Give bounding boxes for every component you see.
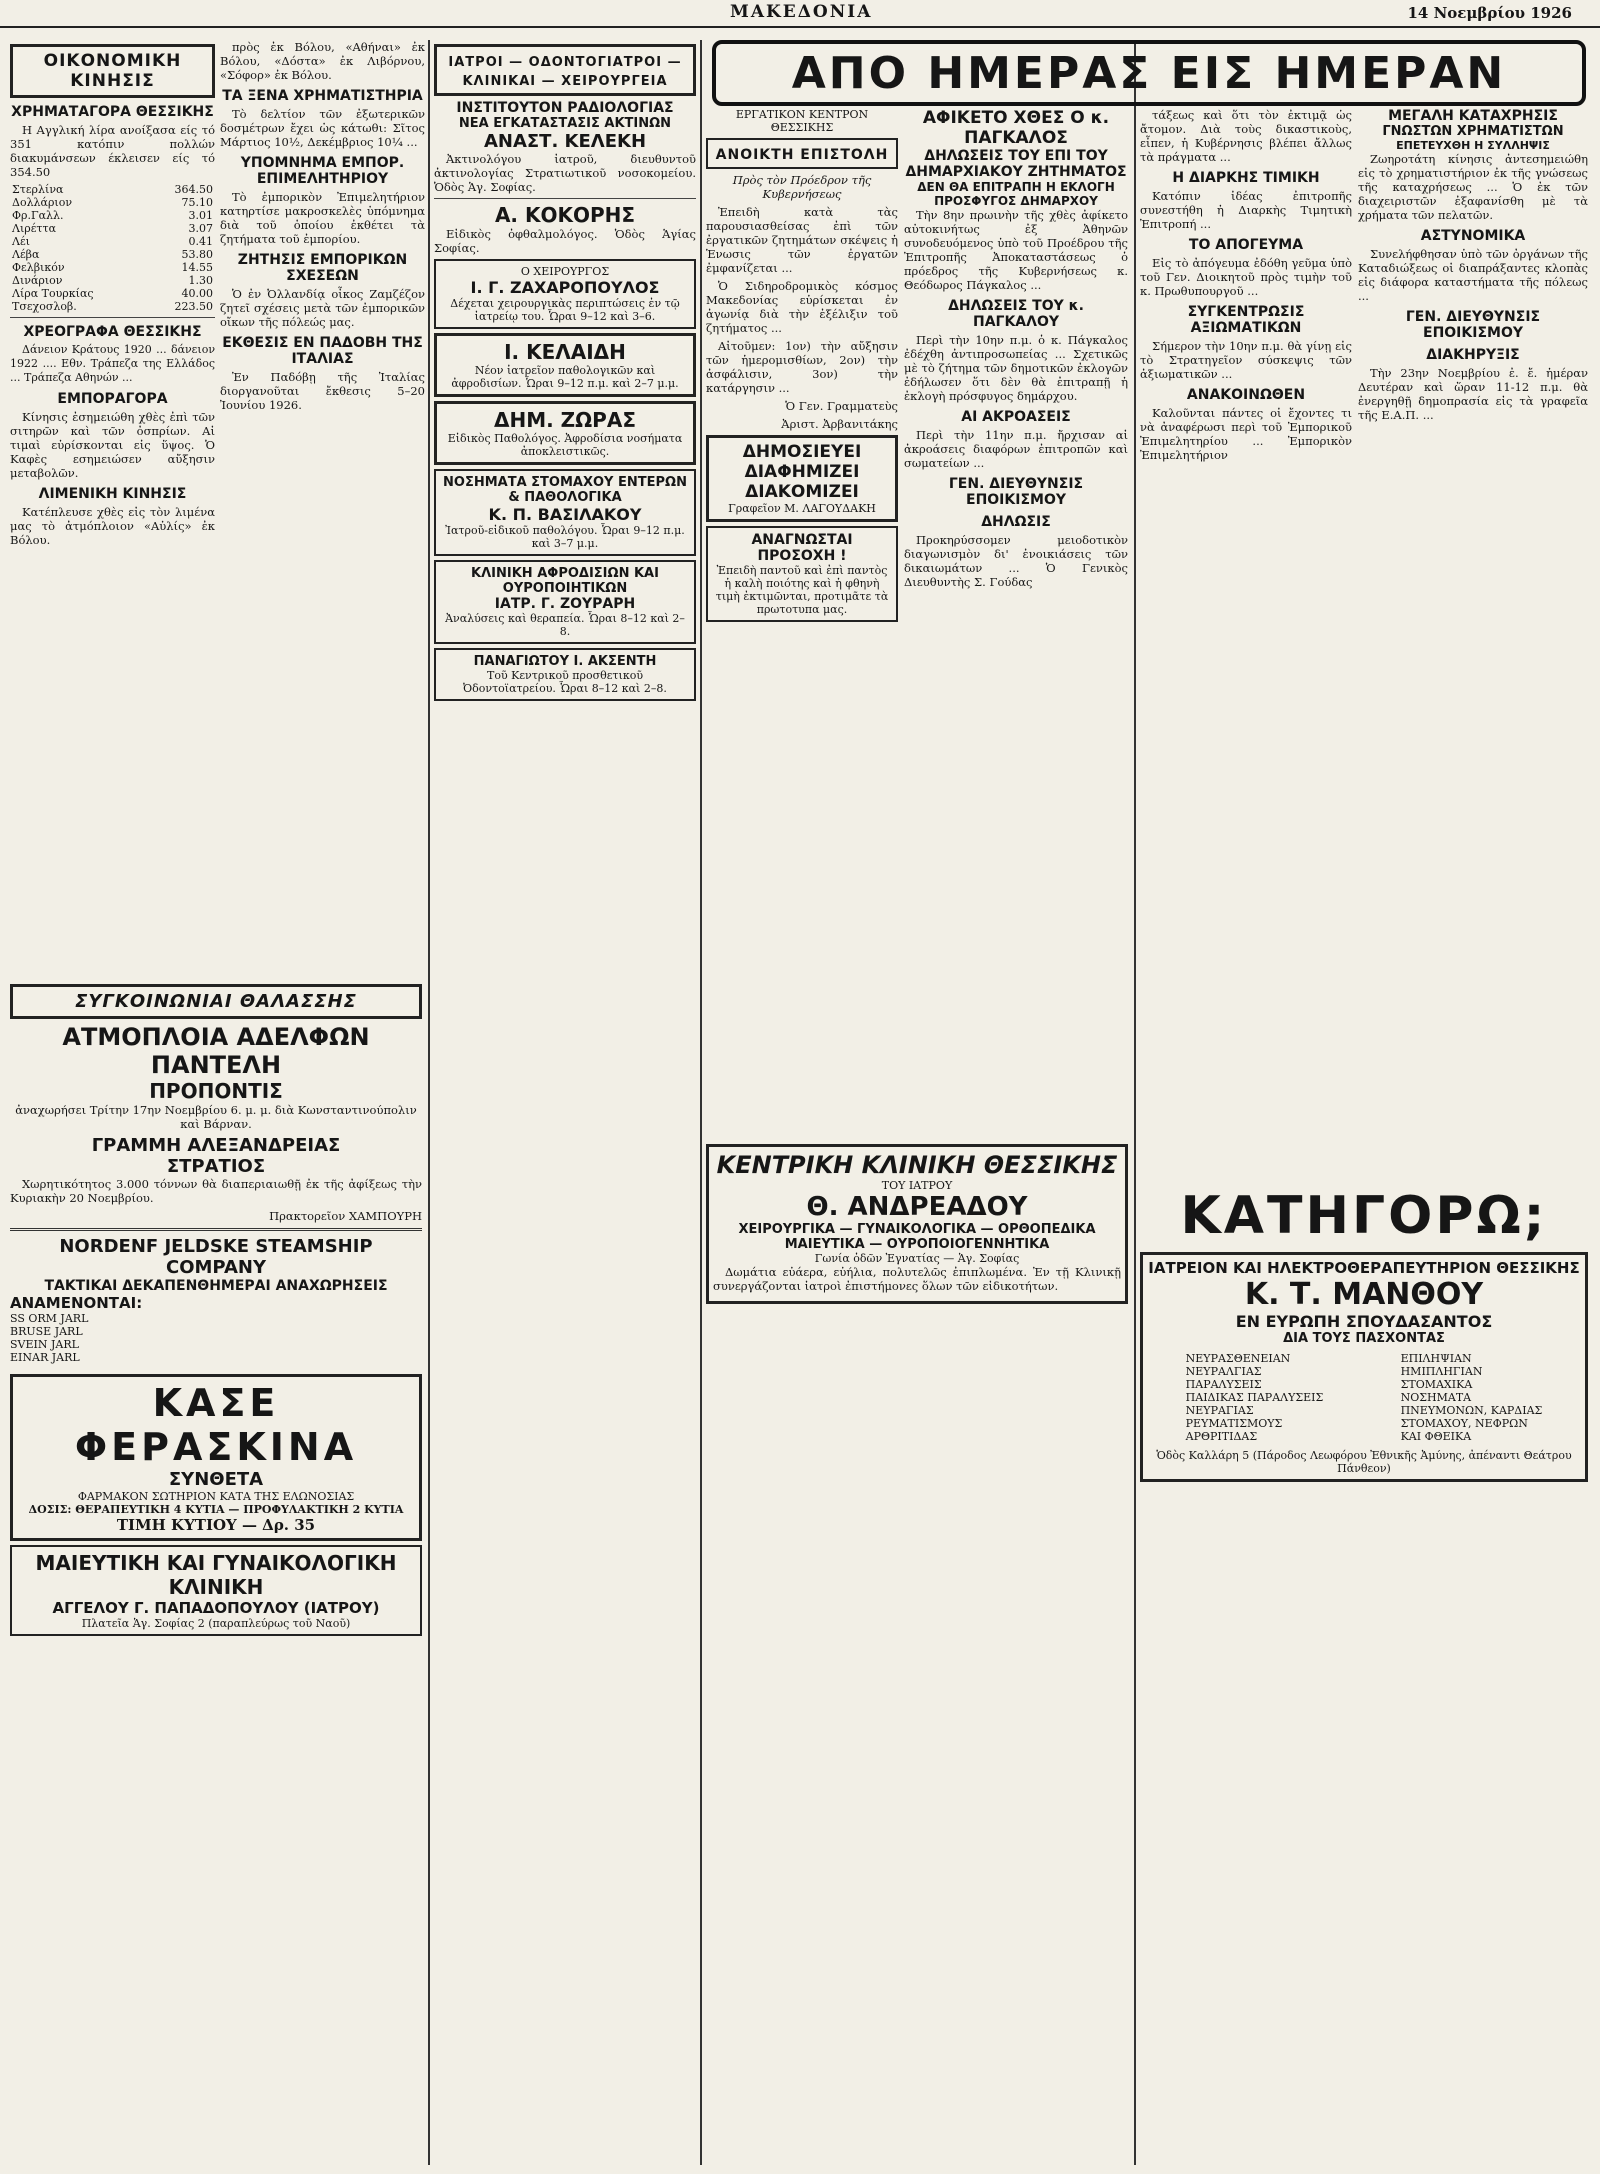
rate-row	[10, 183, 215, 196]
ship-name: SS ORM JARL	[10, 1312, 89, 1325]
zacharopoulos-ad: Ο ΧΕΙΡΟΥΡΓΟΣ Ι. Γ. ΖΑΧΑΡΟΠΟΥΛΟΣ Δέχεται χειρουργικὰς περιπτώσεις ἐν τῷ ἰατρείῳ του. Ὧραι 9–12 καὶ 3–6.	[434, 259, 696, 329]
economy-header: ΟΙΚΟΝΟΜΙΚΗ ΚΙΝΗΣΙΣ	[10, 44, 215, 98]
rate-value: 223.50	[174, 300, 213, 313]
letter-sub: Πρὸς τὸν Πρόεδρον τῆς Κυβερνήσεως	[732, 173, 872, 201]
rate-value: 0.41	[188, 235, 213, 248]
expo-title: ΕΚΘΕΣΙΣ ΕΝ ΠΑΔΟΒΗ ΤΗΣ ΙΤΑΛΙΑΣ	[222, 335, 423, 367]
pantelis-ship: ΠΡΟΠΟΝΤΙΣ	[149, 1079, 283, 1103]
pangalos-text-2: Περὶ τὴν 10ην π.μ. ὁ κ. Πάγκαλος ἐδέχθη ἀντιπροσωπείας ... Σχετικῶς μὲ τὸ ζήτημα τῶν δημοτικῶν ἐκλογῶν ἐδήλωσεν ὅτι δὲν θὰ ἐπιτραπῇ ἡ ἐκλογὴ πρόσφυγος δημάρχου.	[904, 333, 1128, 403]
rate-name: Δινάριον	[12, 274, 63, 287]
rate-row	[10, 222, 215, 235]
alexandria-title: ΓΡΑΜΜΗ ΑΛΕΞΑΝΔΡΕΙΑΣ	[91, 1135, 341, 1156]
doctors-header: ΙΑΤΡΟΙ — ΟΔΟΝΤΟΓΙΑΤΡΟΙ — ΚΛΙΝΙΚΑΙ — ΧΕΙΡΟΥΡΓΕΙΑ	[434, 44, 696, 96]
chamber-title: ΥΠΟΜΝΗΜΑ ΕΜΠΟΡ. ΕΠΙΜΕΛΗΤΗΡΙΟΥ	[240, 155, 405, 187]
ship-name: EINAR JARL	[10, 1351, 80, 1364]
rate-row	[10, 248, 215, 261]
disease-item: ΡΕΥΜΑΤΙΣΜΟΥΣ	[1185, 1417, 1283, 1430]
nordenf-expect: ΑΝΑΜΕΝΟΝΤΑΙ:	[10, 1294, 143, 1312]
honour-text: Κατόπιν ἰδέας ἐπιτροπῆς συνεστήθη ἡ Διαρκὴς Τιμητικὴ Ἐπιτροπή ...	[1140, 189, 1352, 231]
kokoris-title: Α. ΚΟΚΟΡΗΣ	[494, 203, 636, 227]
column-doctors	[434, 40, 696, 2165]
radiology-doctor: ΑΝΑΣΤ. ΚΕΛΕΚΗ	[483, 131, 647, 152]
honour-title: Η ΔΙΑΡΚΗΣ ΤΙΜΙΚΗ	[1172, 170, 1320, 186]
disease-list	[1401, 1352, 1543, 1443]
disease-item: ΠΝΕΥΜΟΝΩΝ, ΚΑΡΔΙΑΣ	[1400, 1404, 1543, 1417]
rate-row	[10, 261, 215, 274]
settlement-sub: ΔΗΛΩΣΙΣ	[981, 514, 1051, 530]
embezzlement-text: Ζωηροτάτη κίνησις ἀντεσημειώθη εἰς τὸ χρηματιστήριον ἐκ τῆς γνώσεως τῆς καταχρήσεως ... Ὁ ἐκ τῶν διαχειριστῶν ἐξαφανίσθη μὲ τὰ χρήματα τῶν πελατῶν.	[1358, 152, 1588, 222]
zourari-ad: ΚΛΙΝΙΚΗ ΑΦΡΟΔΙΣΙΩΝ ΚΑΙ ΟΥΡΟΠΟΙΗΤΙΚΩΝ ΙΑΤΡ. Γ. ΖΟΥΡΑΡΗ Ἀναλύσεις καὶ θεραπεία. Ὧραι 8–12 καὶ 2–8.	[434, 560, 696, 644]
vasilakou-ad: ΝΟΣΗΜΑΤΑ ΣΤΟΜΑΧΟΥ ΕΝΤΕΡΩΝ & ΠΑΘΟΛΟΓΙΚΑ Κ. Π. ΒΑΣΙΛΑΚΟΥ Ἰατροῦ-εἰδικοῦ παθολόγου. Ὧραι 9–12 π.μ. καὶ 3–7 μ.μ.	[434, 469, 696, 556]
disease-item: ΝΕΥΡΑΛΓΙΑΣ	[1185, 1365, 1262, 1378]
rate-value: 53.80	[181, 248, 213, 261]
disease-item: ΝΕΥΡΑΓΙΑΣ	[1185, 1404, 1254, 1417]
rate-name: Στερλίνα	[12, 183, 64, 196]
ship-name: BRUSE JARL	[10, 1325, 83, 1338]
pantelis-ad-title: ΑΤΜΟΠΛΟΙΑ ΑΔΕΛΦΩΝ ΠΑΝΤΕΛΗ	[62, 1023, 370, 1079]
disease-item: ΕΠΙΛΗΨΙΑΝ	[1400, 1352, 1472, 1365]
police-text: Συνελήφθησαν ὑπὸ τῶν ὀργάνων τῆς Καταδιώξεως οἱ διαπράξαντες κλοπὰς εἰς διάφορα καταστήματα τῆς πόλεως ...	[1358, 247, 1588, 303]
bourse-intro: Η Αγγλική λίρα ανοίξασα είς τό 351 κατόπιν πολλών διακυμάνσεων έκλεισεν είς τό 354.50	[10, 123, 215, 179]
letter-text-2: Ὁ Σιδηροδρομικὸς κόσμος Μακεδονίας εὑρίσκεται ἐν ἀγωνίᾳ διὰ τὴν ἐξέλιξιν τοῦ ζητήματος ...	[706, 279, 898, 335]
rate-name: Φελβικόν	[12, 261, 65, 274]
harbour-title: ΛΙΜΕΝΙΚΗ ΚΙΝΗΣΙΣ	[38, 486, 187, 502]
rate-value: 1.30	[188, 274, 213, 287]
officers-title: ΣΥΓΚΕΝΤΡΩΣΙΣ ΑΞΙΩΜΑΤΙΚΩΝ	[1187, 304, 1305, 336]
zoras-ad: ΔΗΜ. ΖΩΡΑΣ Εἰδικὸς Παθολόγος. Ἀφροδίσια νοσήματα ἀποκλειστικῶς.	[434, 401, 696, 465]
column-embezzlement	[1358, 108, 1588, 1168]
rate-name: Λίρα Τουρκίας	[12, 287, 94, 300]
column-rule	[700, 40, 702, 2165]
masthead	[0, 0, 1600, 28]
rate-row	[10, 274, 215, 287]
afternoon-text: Εἰς τὸ ἀπόγευμα ἐδόθη γεῦμα ὑπὸ τοῦ Γεν. Διοικητοῦ πρὸς τιμὴν τοῦ κ. Πρωθυπουργοῦ ...	[1140, 256, 1352, 298]
rate-value: 40.00	[181, 287, 213, 300]
readers-notice: ΑΝΑΓΝΩΣΤΑΙ ΠΡΟΣΟΧΗ ! Ἐπειδὴ παντοῦ καὶ ἐπὶ παντὸς ἡ καλὴ ποιότης καὶ ἡ φθηνὴ τιμὴ ἐκτιμῶνται, προτιμᾶτε τὰ πρωτοτυπα μας.	[706, 526, 898, 622]
embezzlement-title-2: ΓΝΩΣΤΩΝ ΧΡΗΜΑΤΙΣΤΩΝ	[1382, 124, 1564, 139]
accuse-headline: ΚΑΤΗΓΟΡΩ;	[1180, 1186, 1548, 1246]
bonds-title: ΧΡΕΟΓΡΑΦΑ ΘΕΣΣΙΚΗΣ	[23, 324, 202, 340]
rate-name: Λέβα	[12, 248, 40, 261]
disease-item: ΗΜΙΠΛΗΓΙΑΝ	[1400, 1365, 1483, 1378]
kokoris-text: Εἰδικὸς ὀφθαλμολόγος. Ὁδὸς Ἁγίας Σοφίας.	[434, 227, 696, 255]
column-markets	[220, 40, 425, 970]
pangalos-title: ΑΦΙΚΕΤΟ ΧΘΕΣ Ο κ. ΠΑΓΚΑΛΟΣ	[922, 108, 1110, 148]
column-rule	[1134, 40, 1136, 2165]
letter-text-3: Αἰτοῦμεν: 1ον) τὴν αὔξησιν τῶν ἡμερομισθίων, 2ον) τὴν ἀσφάλισιν, 3ον) τὴν κατάργησιν ...	[706, 339, 898, 395]
pangalos-sub-1: ΔΗΛΩΣΕΙΣ ΤΟΥ κ. ΠΑΓΚΑΛΟΥ	[948, 298, 1084, 330]
letter-kicker: ΕΡΓΑΤΙΚΟΝ ΚΕΝΤΡΟΝ ΘΕΣΣΙΚΗΣ	[735, 108, 869, 134]
nordenf-title: NORDENF JELDSKE STEAMSHIP COMPANY	[59, 1236, 373, 1278]
rate-row	[10, 300, 215, 313]
police-title: ΑΣΤΥΝΟΜΙΚΑ	[1420, 228, 1526, 244]
tender-sub: ΔΙΑΚΗΡΥΞΙΣ	[1426, 347, 1520, 363]
newspaper-name: ΜΑΚΕΔΟΝΙΑ	[730, 2, 873, 22]
shipping-header: ΣΥΓΚΟΙΝΩΝΙΑΙ ΘΑΛΑΣΣΗΣ	[10, 984, 422, 1019]
disease-item: ΑΡΘΡΙΤΙΔΑΣ	[1185, 1430, 1258, 1443]
pangalos-text-1: Τὴν 8ην πρωινὴν τῆς χθὲς ἀφίκετο αὐτοκινήτως ἐξ Ἀθηνῶν συνοδευόμενος ὑπὸ τοῦ Προέδρου τῆς Ἐπιτροπῆς Ἀποκαταστάσεως ὁ πρόεδρος τῆς Κυβερνήσεως κ. Θεόδωρος Πάγκαλος ...	[904, 208, 1128, 292]
tender-title: ΓΕΝ. ΔΙΕΥΘΥΝΣΙΣ ΕΠΟΙΚΙΣΜΟΥ	[1405, 309, 1541, 341]
announcement-text: Καλοῦνται πάντες οἱ ἔχοντες τι νὰ ἀναφέρωσι περὶ τοῦ Ἐμπορικοῦ Ἐπιμελητηρίου ... Ἐμπορικὸν Ἐπιμελητήριον	[1140, 406, 1352, 462]
papadopoulos-clinic-ad: ΜΑΙΕΥΤΙΚΗ ΚΑΙ ΓΥΝΑΙΚΟΛΟΓΙΚΗ ΚΛΙΝΙΚΗ ΑΓΓΕΛΟΥ Γ. ΠΑΠΑΔΟΠΟΥΛΟΥ (ΙΑΤΡΟΥ) Πλατεῖα Ἁγ. Σοφίας 2 (παραπλεύρως τοῦ Ναοῦ)	[10, 1545, 422, 1636]
rate-value: 364.50	[174, 183, 213, 196]
disease-item: ΝΕΥΡΑΣΘΕΝΕΙΑΝ	[1185, 1352, 1291, 1365]
column-open-letter	[706, 108, 898, 1128]
officers-text: Σήμερον τὴν 10ην π.μ. θὰ γίνῃ εἰς τὸ Στρατηγεῖον σύσκεψις τῶν ἀξιωματικῶν ...	[1140, 339, 1352, 381]
rate-name: Δολλάριον	[12, 196, 73, 209]
radiology-sub: ΝΕΑ ΕΓΚΑΤΑΣΤΑΣΙΣ ΑΚΤΙΝΩΝ	[458, 116, 672, 131]
disease-item: ΣΤΟΜΑΧΟΥ, ΝΕΦΡΩΝ	[1400, 1417, 1528, 1430]
ship-name: SVEIN JARL	[10, 1338, 79, 1351]
lagoudakis-ad: ΔΗΜΟΣΙΕΥΕΙ ΔΙΑΦΗΜΙΖΕΙ ΔΙΑΚΟΜΙΖΕΙ Γραφεῖον Μ. ΛΑΓΟΥΔΑΚΗ	[706, 435, 898, 522]
rate-row	[10, 209, 215, 222]
bonds-text: Δάνειον Κράτους 1920 ... δάνειον 1922 .... Εθν. Τράπεζα της Ελλάδος ... Τράπεζα Αθηνών ...	[10, 343, 215, 384]
announcement-title: ΑΝΑΚΟΙΝΩΘΕΝ	[1186, 387, 1306, 403]
rate-value: 3.07	[188, 222, 213, 235]
radiology-text: Ἀκτινολόγου ἰατροῦ, διευθυντοῦ ἀκτινολογίας Στρατιωτικοῦ νοσοκομείου. Ὁδὸς Ἁγ. Σοφίας.	[434, 152, 696, 194]
alexandria-ship: ΣΤΡΑΤΙΟΣ	[166, 1156, 266, 1177]
chamber-text: Τὸ ἐμπορικὸν Ἐπιμελητήριον κατηρτίσε μακροσκελὲς ὑπόμνημα διὰ τοῦ ὁποίου ἐκθέτει τὰ ζητήματα τοῦ ἐμπορίου.	[220, 190, 425, 246]
rate-value: 14.55	[181, 261, 213, 274]
rate-row	[10, 235, 215, 248]
foreign-bourse-text: Τὸ δελτίον τῶν ἐξωτερικῶν δοσμέτρων ἔχει ὡς κάτωθι: Σῖτος Μάρτιος 10½, Δεκέμβριος 10¼ ...	[220, 107, 425, 149]
aksenti-ad: ΠΑΝΑΓΙΩΤΟΥ Ι. ΑΚΣΕΝΤΗ Τοῦ Κεντρικοῦ προσθετικοῦ Ὀδοντοϊατρείου. Ὧραι 8–12 καὶ 2–8.	[434, 648, 696, 701]
kase-ad: ΚΑΣΕ ΦΕΡΑΣΚΙΝΑ ΣΥΝΘΕΤΑ ΦΑΡΜΑΚΟΝ ΣΩΤΗΡΙΟΝ ΚΑΤΑ ΤΗΣ ΕΛΩΝΟΣΙΑΣ ΔΟΣΙΣ: ΘΕΡΑΠΕΥΤΙΚΗ 4 ΚΥΤΙΑ — ΠΡΟΦΥΛΑΚΤΙΚΗ 2 ΚΥΤΙΑ ΤΙΜΗ ΚΥΤΙΟΥ — Δρ. 35	[10, 1374, 422, 1541]
embezzlement-title: ΜΕΓΑΛΗ ΚΑΤΑΧΡΗΣΙΣ	[1388, 108, 1558, 124]
rate-name: Τσεχοσλοβ.	[12, 300, 77, 313]
manthou-ad: ΚΑΤΗΓΟΡΩ; ΙΑΤΡΕΙΟΝ ΚΑΙ ΗΛΕΚΤΡΟΘΕΡΑΠΕΥΤΗΡΙΟΝ ΘΕΣΣΙΚΗΣ Κ. Τ. ΜΑΝΘΟΥ ΕΝ ΕΥΡΩΠΗ ΣΠΟΥΔΑΣΑΝΤΟΣ ΔΙΑ ΤΟΥΣ ΠΑΣΧΟΝΤΑΣ ΝΕΥΡΑΣΘΕΝΕΙΑΝ ΝΕΥΡΑΛΓΙΑΣ ΠΑΡΑΛΥΣΕΙΣ ΠΑΙΔΙΚΑΣ ΠΑΡΑΛΥΣΕΙΣ ΝΕΥΡΑΓΙΑΣ ΡΕΥΜΑΤΙΣΜΟΥΣ ΑΡΘΡΙΤΙΔΑΣ ΕΠΙΛΗΨΙΑΝ ΗΜΙΠΛΗΓΙΑΝ ΣΤΟΜΑΧΙΚΑ ΝΟΣΗΜΑΤΑ ΠΝΕΥΜΟΝΩΝ, ΚΑΡΔΙΑΣ ΣΤΟΜΑΧΟΥ, ΝΕΦΡΩΝ ΚΑΙ ΦΘΕΙΚΑ Ὁδὸς Καλλάρη 5 (Πάροδος Λεωφόρου Ἐθνικῆς Ἀμύνης, ἀπέναντι Θεάτρου Πάνθεον)	[1140, 1180, 1588, 2165]
column-pangalos	[904, 108, 1128, 1128]
afternoon-title: ΤΟ ΑΠΟΓΕΥΜΑ	[1188, 237, 1304, 253]
rate-row	[10, 196, 215, 209]
pangalos-text-3: Περὶ τὴν 11ην π.μ. ἤρχισαν αἱ ἀκροάσεις διαφόρων ἐπιτροπῶν καὶ σωματείων ...	[904, 428, 1128, 470]
issue-date: 14 Νοεμβρίου 1926	[1407, 4, 1572, 22]
bourse-title: ΧΡΗΜΑΤΑΓΟΡΑ ΘΕΣΣΙΚΗΣ	[11, 104, 214, 120]
relations-title: ΖΗΤΗΣΙΣ ΕΜΠΟΡΙΚΩΝ ΣΧΕΣΕΩΝ	[237, 252, 408, 284]
ships-text: πρὸς ἐκ Βόλου, «Αθήναι» ἐκ Βόλου, «Δόστα» ἐκ Λιβόρνου, «Σόφορ» ἐκ Βόλου.	[220, 40, 425, 82]
kelaidi-ad: Ι. ΚΕΛΑΙΔΗ Νέον ἰατρεῖον παθολογικῶν καὶ ἀφροδισίων. Ὧραι 9–12 π.μ. καὶ 2–7 μ.μ.	[434, 333, 696, 397]
column-shipping-ads	[10, 980, 422, 2165]
relations-text: Ὁ ἐν Ὀλλανδίᾳ οἶκος Ζαμζέζον ζητεῖ σχέσεις μετὰ τῶν ἐμπορικῶν οἴκων τῆς πόλεώς μας.	[220, 287, 425, 329]
alexandria-text: Χωρητικότητος 3.000 τόννων θὰ διαπεριαιωθῇ ἐκ τῆς ἀφίξεως τὴν Κυριακὴν 20 Νοεμβρίου.	[10, 1177, 422, 1205]
disease-item: ΚΑΙ ΦΘΕΙΚΑ	[1400, 1430, 1472, 1443]
disease-item: ΠΑΡΑΛΥΣΕΙΣ	[1185, 1378, 1262, 1391]
continuation-text: τάξεως καὶ ὅτι τὸν ἐκτιμᾷ ὡς ἄτομον. Διὰ τοὺς δικαστικοὺς, εἶπεν, ἡ Κυβέρνησις βλέπει ἄλλως τὰ πράγματα ...	[1140, 108, 1352, 164]
rate-row	[10, 287, 215, 300]
pangalos-sub-2: ΑΙ ΑΚΡΟΑΣΕΙΣ	[961, 409, 1071, 425]
nordenf-ships	[10, 1312, 422, 1364]
nordenf-sub: ΤΑΚΤΙΚΑΙ ΔΕΚΑΠΕΝΘΗΜΕΡΑΙ ΑΝΑΧΩΡΗΣΕΙΣ	[44, 1278, 388, 1294]
disease-item: ΣΤΟΜΑΧΙΚΑ	[1400, 1378, 1473, 1391]
emporagora-text: Κίνησις ἐσημειώθη χθὲς ἐπὶ τῶν σιτηρῶν καὶ τῶν ὀσπρίων. Αἱ τιμαὶ εὑρίσκονται εἰς ὕψος. Ὁ Καφὲς εσημειώσεν αὔξησιν μεταβολῶν.	[10, 410, 215, 480]
embezzlement-title-3: ΕΠΕΤΕΥΧΘΗ Η ΣΥΛΛΗΨΙΣ	[1396, 139, 1550, 152]
pangalos-title-3: ΔΕΝ ΘΑ ΕΠΙΤΡΑΠΗ Η ΕΚΛΟΓΗ ΠΡΟΣΦΥΓΟΣ ΔΗΜΑΡΧΟΥ	[917, 180, 1115, 208]
rate-value: 75.10	[181, 196, 213, 209]
settlement-text: Προκηρύσσομεν μειοδοτικὸν διαγωνισμὸν δι' ἐνοικιάσεις τῶν δικαιωμάτων ... Ὁ Γενικὸς Διευθυντὴς Σ. Γούδας	[904, 533, 1128, 589]
foreign-bourse-title: ΤΑ ΞΕΝΑ ΧΡΗΜΑΤΙΣΤΗΡΙΑ	[222, 88, 423, 104]
andreadou-clinic-ad: ΚΕΝΤΡΙΚΗ ΚΛΙΝΙΚΗ ΘΕΣΣΙΚΗΣ ΤΟΥ ΙΑΤΡΟΥ Θ. ΑΝΔΡΕΑΔΟΥ ΧΕΙΡΟΥΡΓΙΚΑ — ΓΥΝΑΙΚΟΛΟΓΙΚΑ — ΟΡΘΟΠΕΔΙΚΑ ΜΑΙΕΥΤΙΚΑ — ΟΥΡΟΠΟΙΟΓΕΝΝΗΤΙΚΑ Γωνία ὁδῶν Ἐγνατίας — Ἁγ. Σοφίας Δωμάτια εὐάερα, εὐήλια, πολυτελῶς ἐπιπλωμένα. Ἐν τῇ Κλινικῇ συνεργάζονται ἰατροὶ ἐπιστήμονες ὅλων τῶν εἰδικοτήτων.	[706, 1140, 1128, 1740]
rate-name: Λέι	[12, 235, 30, 248]
harbour-text: Κατέπλευσε χθὲς εἰς τὸν λιμένα μας τὸ ἀτμόπλοιον «Αὐλίς» ἐκ Βόλου.	[10, 505, 215, 547]
rate-value: 3.01	[188, 209, 213, 222]
disease-item: ΝΟΣΗΜΑΤΑ	[1400, 1391, 1472, 1404]
disease-item: ΠΑΙΔΙΚΑΣ ΠΑΡΑΛΥΣΕΙΣ	[1185, 1391, 1324, 1404]
radiology-title: ΙΝΣΤΙΤΟΥΤΟΝ ΡΑΔΙΟΛΟΓΙΑΣ	[456, 100, 674, 116]
letter-sign-role: Ὁ Γεν. Γραμματεὺς	[785, 399, 898, 413]
rate-name: Φρ.Γαλλ.	[12, 209, 64, 222]
settlement-title: ΓΕΝ. ΔΙΕΥΘΥΝΣΙΣ ΕΠΟΙΚΙΣΜΟΥ	[948, 476, 1084, 508]
section-banner: ΑΠΟ ΗΜΕΡΑΣ ΕΙΣ ΗΜΕΡΑΝ	[712, 40, 1586, 106]
column-rule	[428, 40, 430, 2165]
disease-list	[1186, 1352, 1324, 1443]
expo-text: Ἐν Παδόβῃ τῆς Ἰταλίας διοργανοῦται ἔκθεσις 5–20 Ἰουνίου 1926.	[220, 370, 425, 412]
agent-line: Πρακτορεῖον ΧΑΜΠΟΥΡΗ	[269, 1209, 422, 1223]
letter-sign-name: Ἀριστ. Ἀρβανιτάκης	[781, 417, 898, 431]
column-continuation	[1140, 108, 1352, 1168]
letter-text-1: Ἐπειδὴ κατὰ τὰς παρουσιασθείσας ἐπὶ τῶν ἐργατικῶν ζητημάτων σκέψεις ἡ Ἑνωσις τῶν ἐργατῶν ἐμφανίζεται ...	[706, 205, 898, 275]
pangalos-title-2: ΔΗΛΩΣΕΙΣ ΤΟΥ ΕΠΙ ΤΟΥ ΔΗΜΑΡΧΙΑΚΟΥ ΖΗΤΗΜΑΤΟΣ	[905, 148, 1127, 180]
rate-name: Λιρέττα	[12, 222, 57, 235]
emporagora-title: ΕΜΠΟΡΑΓΟΡΑ	[57, 391, 168, 407]
tender-text: Τὴν 23ην Νοεμβρίου ἐ. ἔ. ἡμέραν Δευτέραν καὶ ὥραν 11-12 π.μ. θὰ ἐνεργηθῇ δημοπρασία εἰς τὰ γραφεῖα τῆς Ε.Α.Π. ...	[1358, 366, 1588, 422]
rates-table	[10, 183, 215, 313]
letter-title-box: ΑΝΟΙΚΤΗ ΕΠΙΣΤΟΛΗ	[706, 138, 898, 169]
pantelis-text: ἀναχωρήσει Τρίτην 17ην Νοεμβρίου 6. μ. μ. διὰ Κωνσταντινούπολιν καὶ Βάρναν.	[15, 1103, 417, 1131]
